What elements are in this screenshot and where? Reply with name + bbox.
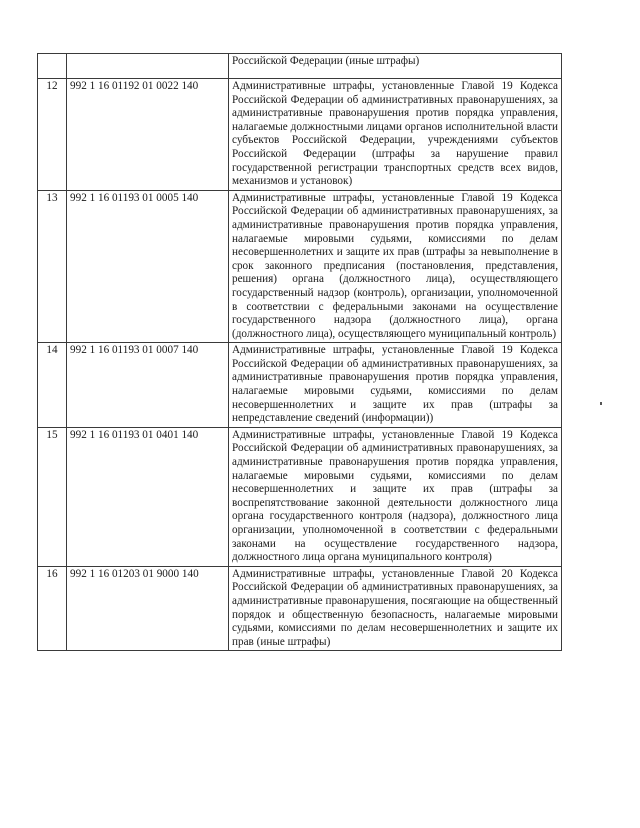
row-description: Административные штрафы, установленные Главой 19 Кодекса Российской Федерации об административных правонарушениях, за административные правонарушения против порядка управления, налагаемые мировыми судьями, комиссиями по делам несовершеннолетних и защите их прав (штрафы за воспрепятствование законной деятельности должностного лица органа государственного контроля (надзора), должностного лица организации, уполномоченной в соответствии с федеральными законами на осуществление государственного надзора, должностного лица органа муниципального контроля) <box>229 427 562 566</box>
budget-code: 992 1 16 01203 01 9000 140 <box>67 566 229 651</box>
row-description: Административные штрафы, установленные Главой 19 Кодекса Российской Федерации об административных правонарушениях, за административные правонарушения против порядка управления, налагаемые мировыми судьями, комиссиями по делам несовершеннолетних и защите их прав (штрафы за непредставление сведений (информации)) <box>229 343 562 428</box>
row-description: Российской Федерации (иные штрафы) <box>229 54 562 79</box>
budget-code: 992 1 16 01193 01 0401 140 <box>67 427 229 566</box>
table-row <box>38 566 562 651</box>
budget-codes-table <box>37 53 562 651</box>
row-number: 16 <box>38 566 67 651</box>
row-description: Административные штрафы, установленные Главой 19 Кодекса Российской Федерации об административных правонарушениях, за административные правонарушения против порядка управления, налагаемые должностными лицами органов исполнительной власти субъектов Российской Федерации, учреждениями субъектов Российской Федерации (штрафы за нарушение правил государственной регистрации транспортных средств всех видов, механизмов и установок) <box>229 79 562 191</box>
table-row <box>38 343 562 428</box>
table-row-continuation <box>38 54 562 79</box>
table-row <box>38 79 562 191</box>
budget-code: 992 1 16 01193 01 0005 140 <box>67 190 229 343</box>
row-number: 12 <box>38 79 67 191</box>
budget-code <box>67 54 229 79</box>
budget-code: 992 1 16 01192 01 0022 140 <box>67 79 229 191</box>
budget-code: 992 1 16 01193 01 0007 140 <box>67 343 229 428</box>
row-description: Административные штрафы, установленные Главой 19 Кодекса Российской Федерации об административных правонарушениях, за административные правонарушения против порядка управления, налагаемые мировыми судьями, комиссиями по делам несовершеннолетних и защите их прав (штрафы за невыполнение в срок законного предписания (постановления, представления, решения) органа (должностного лица), осуществляющего государственный надзор (контроль), организации, уполномоченной в соответствии с федеральными законами на осуществление государственного надзора (должностного лица), органа (должностного лица), осуществляющего муниципальный контроль) <box>229 190 562 343</box>
scan-artifact <box>600 402 602 405</box>
row-number <box>38 54 67 79</box>
table-row <box>38 427 562 566</box>
row-number: 15 <box>38 427 67 566</box>
table-row <box>38 190 562 343</box>
row-number: 14 <box>38 343 67 428</box>
row-description: Административные штрафы, установленные Главой 20 Кодекса Российской Федерации об административных правонарушениях, за административные правонарушения, посягающие на общественный порядок и общественную безопасность, налагаемые мировыми судьями, комиссиями по делам несовершеннолетних и защите их прав (иные штрафы) <box>229 566 562 651</box>
row-number: 13 <box>38 190 67 343</box>
